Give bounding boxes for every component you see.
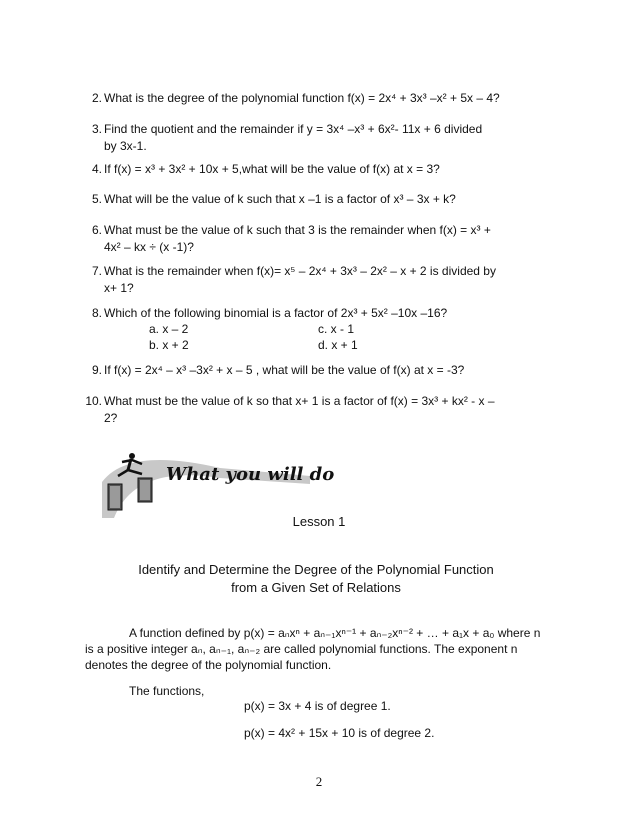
option-c: c. x - 1 xyxy=(318,322,355,336)
question-text-cont: x+ 1? xyxy=(104,281,134,295)
definition-line1: A function defined by p(x) = aₙxⁿ + aₙ₋₁xⁿ⁻¹ + aₙ₋₂xⁿ⁻² + … + a₁x + a₀ where n xyxy=(129,626,541,640)
functions-intro: The functions, xyxy=(129,684,205,698)
lesson-heading-line1: Identify and Determine the Degree of the Polynomial Function xyxy=(138,562,494,577)
section-banner-title: What you will do xyxy=(166,464,335,485)
lesson-label: Lesson 1 xyxy=(292,514,346,529)
question-9 xyxy=(91,362,564,379)
question-text: If f(x) = x³ + 3x² + 10x + 5,what will be the value of f(x) at x = 3? xyxy=(104,162,440,176)
question-text: What will be the value of k such that x –1 is a factor of x³ – 3x + k? xyxy=(104,192,456,206)
definition-line3: denotes the degree of the polynomial function. xyxy=(85,658,332,672)
option-a: a. x – 2 xyxy=(149,322,189,336)
function-example-1: p(x) = 3x + 4 is of degree 1. xyxy=(244,699,391,713)
question-text: What is the degree of the polynomial function f(x) = 2x⁴ + 3x³ –x² + 5x – 4? xyxy=(104,91,500,105)
question-text-cont: 2? xyxy=(104,411,118,425)
question-number: 9. xyxy=(91,363,102,377)
lesson-heading-line2: from a Given Set of Relations xyxy=(231,580,401,595)
question-2 xyxy=(91,90,564,107)
question-text: If f(x) = 2x⁴ – x³ –3x² + x – 5 , what will be the value of f(x) at x = -3? xyxy=(104,363,465,377)
question-6 xyxy=(91,222,564,256)
function-example-2: p(x) = 4x² + 15x + 10 is of degree 2. xyxy=(244,726,435,740)
question-text: What is the remainder when f(x)= x⁵ – 2x⁴ + 3x³ – 2x² – x + 2 is divided by xyxy=(104,264,496,278)
question-number: 3. xyxy=(91,122,102,136)
question-number: 6. xyxy=(91,223,102,237)
question-number: 7. xyxy=(91,264,102,278)
question-text: Which of the following binomial is a factor of 2x³ + 5x² –10x –16? xyxy=(104,306,448,320)
question-text: What must be the value of k such that 3 is the remainder when f(x) = x³ + xyxy=(104,223,491,237)
question-7 xyxy=(91,263,564,297)
question-text: What must be the value of k so that x+ 1 is a factor of f(x) = 3x³ + kx² - x – xyxy=(104,394,495,408)
question-text-cont: 4x² – kx ÷ (x -1)? xyxy=(104,240,194,254)
question-4 xyxy=(91,161,564,178)
option-b: b. x + 2 xyxy=(149,338,189,352)
question-number: 8. xyxy=(91,306,102,320)
page-number: 2 xyxy=(315,774,323,789)
question-number: 4. xyxy=(91,162,102,176)
question-text: Find the quotient and the remainder if y = 3x⁴ –x³ + 6x²- 11x + 6 divided xyxy=(104,122,483,136)
question-number: 10. xyxy=(85,394,102,408)
question-3 xyxy=(91,121,564,155)
question-8 xyxy=(91,305,564,322)
question-text-cont: by 3x-1. xyxy=(104,139,147,153)
question-number: 5. xyxy=(91,192,102,206)
question-10 xyxy=(85,393,564,427)
question-number: 2. xyxy=(91,91,102,105)
question-5 xyxy=(91,191,564,208)
option-d: d. x + 1 xyxy=(318,338,358,352)
definition-line2: is a positive integer aₙ, aₙ₋₁, aₙ₋₂ are called polynomial functions. The exponent n xyxy=(85,642,518,656)
